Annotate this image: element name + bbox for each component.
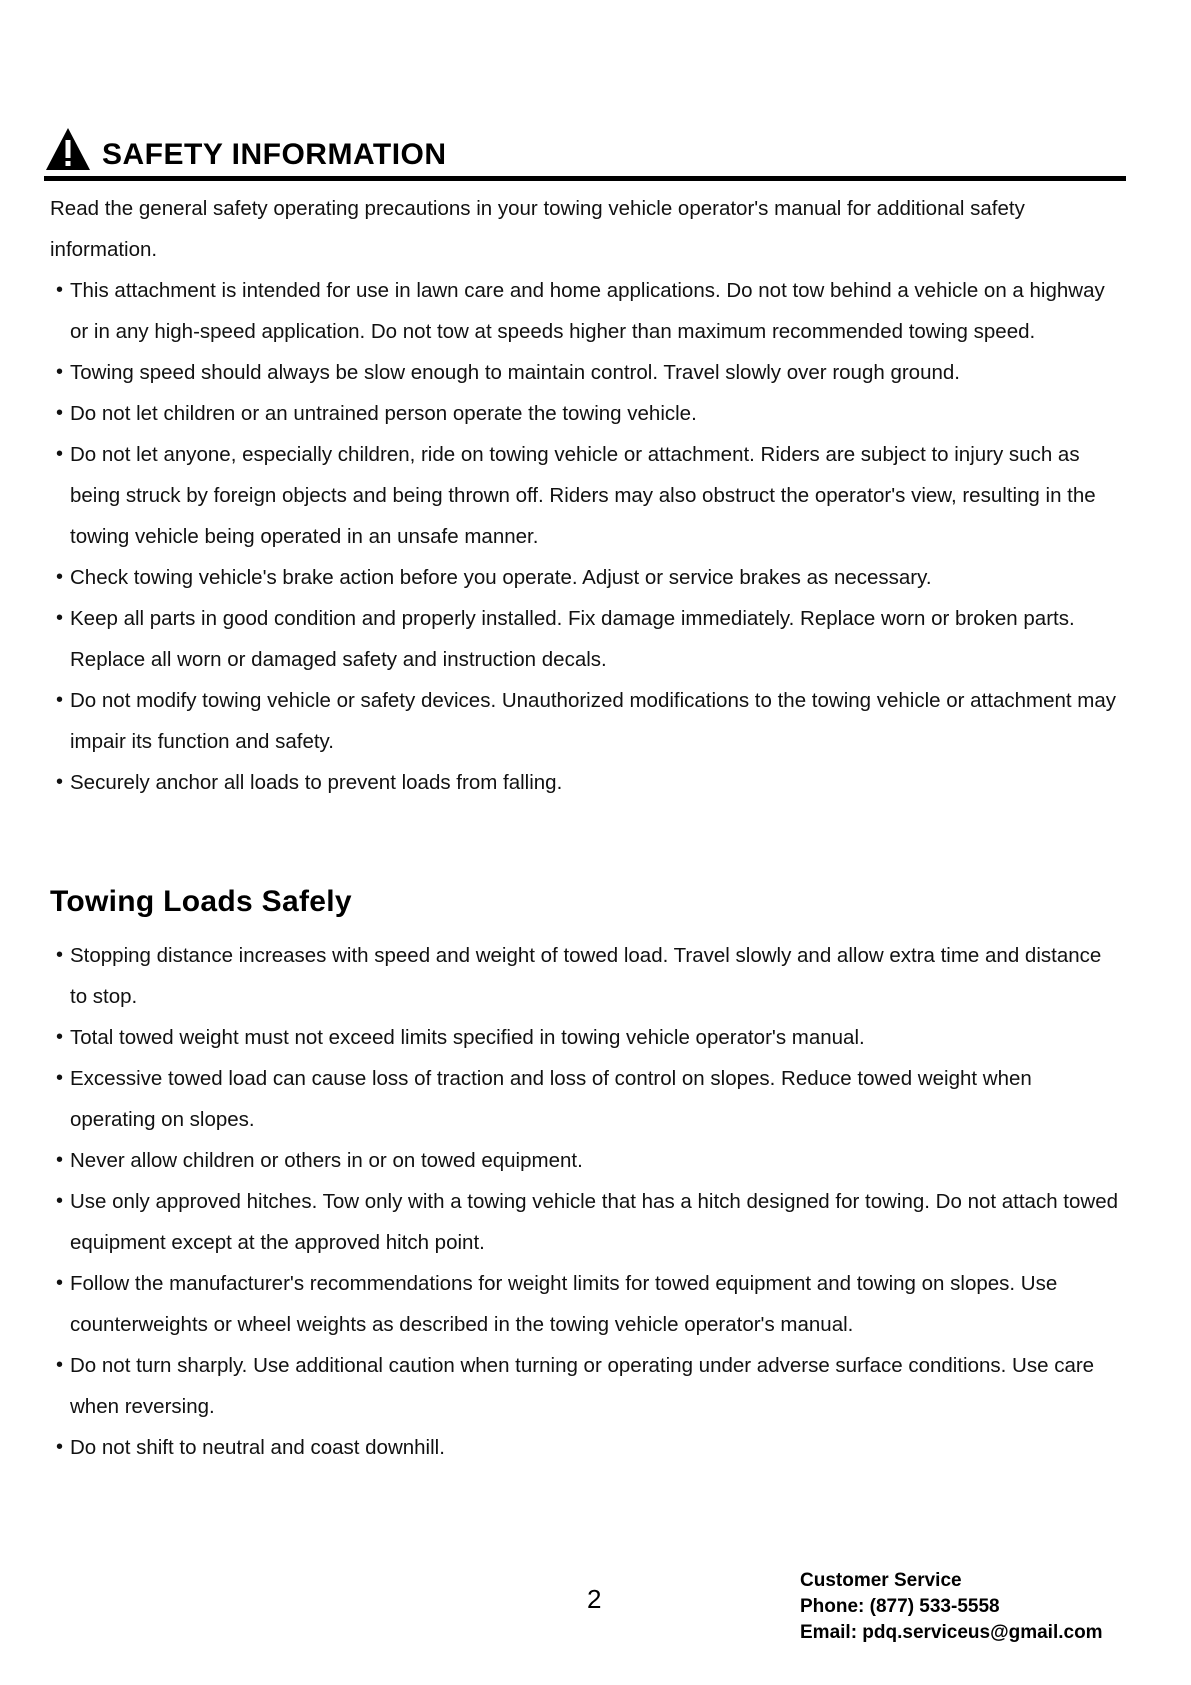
section-header	[44, 124, 1126, 181]
bullet: •	[56, 361, 64, 383]
customer-service-email: Email: pdq.serviceus@gmail.com	[800, 1622, 1103, 1643]
bullet: •	[56, 1026, 64, 1048]
list-item	[50, 434, 1120, 557]
list-item-text: Securely anchor all loads to prevent loads from falling.	[70, 771, 563, 794]
bullet: •	[56, 279, 64, 301]
list-item	[50, 1017, 1120, 1058]
list-item-text: Do not turn sharply. Use additional caution when turning or operating under adverse surface conditions. Use care when reversing.	[70, 1354, 1095, 1418]
bullet: •	[56, 1190, 64, 1212]
list-item	[50, 762, 1120, 803]
intro-paragraph: Read the general safety operating precautions in your towing vehicle operator's manual for additional safety information.	[50, 197, 1025, 261]
list-item	[50, 270, 1120, 352]
list-item-text: Total towed weight must not exceed limits specified in towing vehicle operator's manual.	[70, 1026, 865, 1049]
list-item-text: Check towing vehicle's brake action before you operate. Adjust or service brakes as necessary.	[70, 566, 932, 589]
list-item-text: Never allow children or others in or on towed equipment.	[70, 1149, 583, 1172]
page-title: SAFETY INFORMATION	[102, 138, 447, 171]
list-item	[50, 1263, 1120, 1345]
customer-service-phone: Phone: (877) 533-5558	[800, 1596, 1000, 1617]
list-item	[50, 1140, 1120, 1181]
list-item	[50, 352, 1120, 393]
list-item	[50, 393, 1120, 434]
list-item-text: Keep all parts in good condition and properly installed. Fix damage immediately. Replace worn or broken parts. Replace all worn or damaged safety and instruction decals.	[70, 607, 1075, 671]
list-item-text: Do not modify towing vehicle or safety devices. Unauthorized modifications to the towing vehicle or attachment may impair its function and safety.	[70, 689, 1117, 753]
list-item-text: Do not shift to neutral and coast downhill.	[70, 1436, 445, 1459]
bullet: •	[56, 1272, 64, 1294]
bullet: •	[56, 1436, 64, 1458]
list-item	[50, 1058, 1120, 1140]
list-item-text: Do not let anyone, especially children, ride on towing vehicle or attachment. Riders are subject to injury such as being struck by foreign objects and being thrown off. Riders may also obstruct the operator's view, resulting in the towing vehicle being operated in an unsafe manner.	[70, 443, 1096, 548]
list-item-text: Excessive towed load can cause loss of traction and loss of control on slopes. Reduce towed weight when operating on slopes.	[70, 1067, 1032, 1131]
list-item	[50, 598, 1120, 680]
list-item-text: Do not let children or an untrained person operate the towing vehicle.	[70, 402, 697, 425]
bullet: •	[56, 1149, 64, 1171]
customer-service-title: Customer Service	[800, 1570, 962, 1591]
list-item-text: Stopping distance increases with speed and weight of towed load. Travel slowly and allow extra time and distance to stop.	[70, 944, 1102, 1008]
bullet: •	[56, 689, 64, 711]
bullet: •	[56, 944, 64, 966]
list-item	[50, 1427, 1120, 1468]
bullet: •	[56, 402, 64, 424]
list-item	[50, 557, 1120, 598]
warning-triangle-icon	[44, 126, 92, 172]
customer-service-block	[800, 1568, 1103, 1646]
page-number: 2	[587, 1584, 602, 1614]
towing-list	[50, 935, 1120, 1468]
list-item-text: Follow the manufacturer's recommendations for weight limits for towed equipment and towing on slopes. Use counterweights or wheel weights as described in the towing vehicle operator's manual.	[70, 1272, 1058, 1336]
bullet: •	[56, 566, 64, 588]
list-item-text: This attachment is intended for use in lawn care and home applications. Do not tow behind a vehicle on a highway or in any high-speed application. Do not tow at speeds higher than maximum recommended towing speed.	[70, 279, 1105, 343]
bullet: •	[56, 607, 64, 629]
list-item	[50, 935, 1120, 1017]
bullet: •	[56, 1354, 64, 1376]
list-item	[50, 1345, 1120, 1427]
bullet: •	[56, 1067, 64, 1089]
list-item	[50, 680, 1120, 762]
list-item-text: Use only approved hitches. Tow only with a towing vehicle that has a hitch designed for towing. Do not attach towed equipment except at the approved hitch point.	[70, 1190, 1119, 1254]
bullet: •	[56, 771, 64, 793]
bullet: •	[56, 443, 64, 465]
safety-list	[50, 270, 1120, 803]
section-title: Towing Loads Safely	[50, 885, 352, 918]
list-item	[50, 1181, 1120, 1263]
list-item-text: Towing speed should always be slow enough to maintain control. Travel slowly over rough ground.	[70, 361, 960, 384]
